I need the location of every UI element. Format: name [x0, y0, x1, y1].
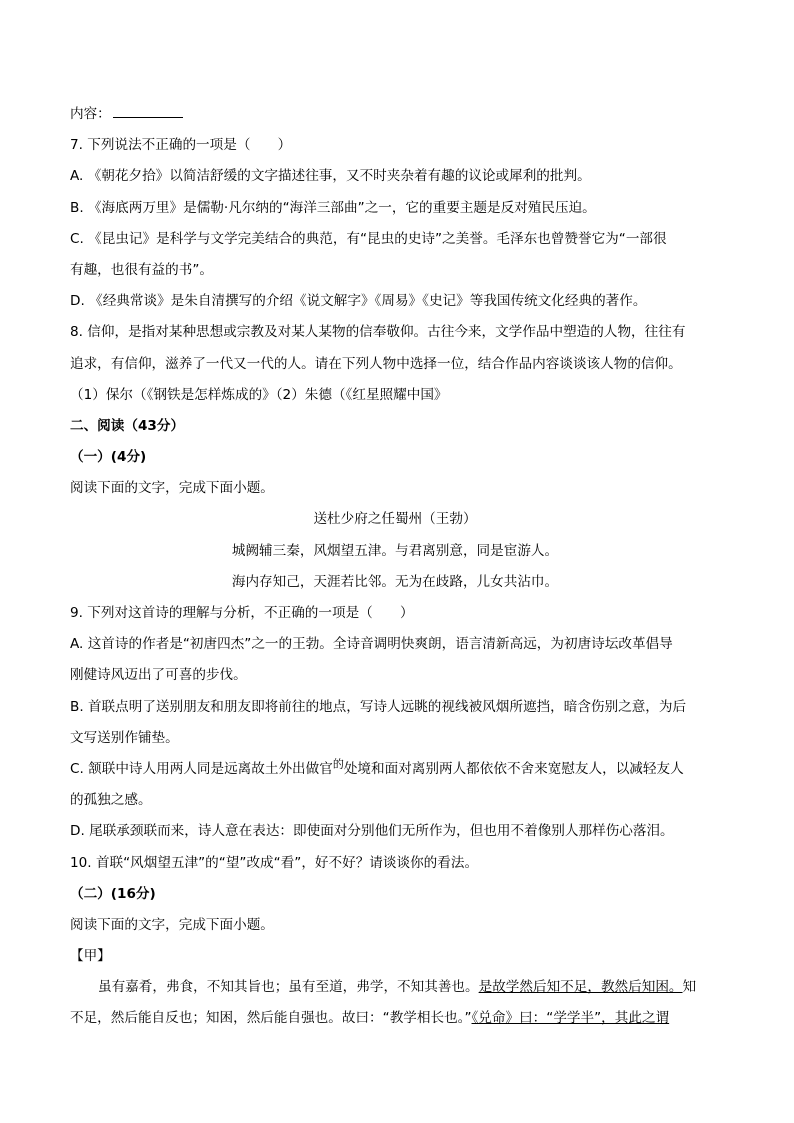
q7-option-d: D. 《经典常谈》是朱自清撰写的介绍《说文解字》《周易》《史记》等我国传统文化经典的著作。: [70, 293, 647, 310]
answer-blank[interactable]: [113, 105, 183, 118]
question-8-choices: （1）保尔（《钢铁是怎样炼成的》（2）朱德（《红星照耀中国》: [70, 386, 448, 403]
poem-line-2: 海内存知己，天涯若比邻。无为在歧路，儿女共沾巾。: [231, 573, 559, 590]
passage-jia-line2: [70, 1003, 720, 1034]
underlined-sentence: 是故学然后知不足，教然后知困。: [478, 979, 683, 996]
document-page: [70, 99, 720, 1035]
question-8-line2: 追求，有信仰，滋养了一代又一代的人。请在下列人物中选择一位，结合作品内容谈谈该人物的信仰。: [70, 355, 682, 372]
question-7-stem: 7. 下列说法不正确的一项是（ ）: [70, 137, 292, 154]
q7-option-c: C. 《昆虫记》是科学与文学完美结合的典范，有“昆虫的史诗”之美誉。毛泽东也曾赞誉它为“一部很: [70, 230, 667, 247]
passage-jia-line1: [70, 972, 720, 1003]
passage-text: 不足，然后能自反也；知困，然后能自强也。故曰：“教学相长也。”: [70, 1010, 472, 1027]
q9-option-a: A. 这首诗的作者是“初唐四杰”之一的王勃。全诗音调明快爽朗，语言清新高远，为初唐诗坛改革倡导: [70, 636, 673, 653]
content-answer-line: [70, 99, 720, 130]
section-2-title: 二、阅读（43分）: [70, 417, 185, 434]
poem-title: 送杜少府之任蜀州（王勃）: [313, 511, 477, 528]
question-9-stem: 9. 下列对这首诗的理解与分析，不正确的一项是（ ）: [70, 605, 414, 621]
passage-text: 虽有嘉肴，弗食，不知其旨也；虽有至道，弗学，不知其善也。: [98, 979, 479, 996]
passage-jia-label: 【甲】: [70, 948, 111, 965]
part-2-title: （二）(16分): [70, 885, 156, 902]
q9-option-c: [70, 754, 720, 785]
q7-option-b: B. 《海底两万里》是儒勒·凡尔纳的“海洋三部曲”之一，它的重要主题是反对殖民压迫。: [70, 199, 596, 216]
passage-text: 知: [682, 979, 697, 996]
question-10: 10. 首联“风烟望五津”的“望”改成“看”，好不好？请谈谈你的看法。: [70, 854, 479, 871]
content-label: 内容：: [70, 106, 111, 122]
q9-c-text: C. 颔联中诗人用两人同是远离故土外出做官: [70, 760, 333, 777]
underlined-sentence: 《兑命》曰：“学学半”，其此之谓: [471, 1010, 670, 1027]
poem-line-1: 城阙辅三秦，风烟望五津。与君离别意，同是宦游人。: [231, 542, 559, 559]
q7-option-a: A. 《朝花夕拾》以简洁舒缓的文字描述往事，又不时夹杂着有趣的议论或犀利的批判。: [70, 168, 591, 185]
part-2-instruction: 阅读下面的文字，完成下面小题。: [70, 916, 274, 933]
part-1-instruction: 阅读下面的文字，完成下面小题。: [70, 480, 274, 497]
part-1-title: （一）(4分): [70, 449, 147, 466]
q9-option-b: B. 首联点明了送别朋友和朋友即将前往的地点，写诗人远眺的视线被风烟所遮挡，暗含伤别之意，为后: [70, 698, 687, 715]
q7-option-c-cont: 有趣，也很有益的书”。: [70, 261, 213, 278]
q9-option-c-cont: 的孤独之感。: [70, 792, 152, 809]
question-8-line1: 8. 信仰，是指对某种思想或宗教及对某人某物的信奉敬仰。古往今来，文学作品中塑造的人物，往往有: [70, 324, 686, 341]
q9-c-superscript: 的: [332, 757, 344, 771]
q9-option-d: D. 尾联承颈联而来，诗人意在表达：即使面对分别他们无所作为，但也用不着像别人那样伤心落泪。: [70, 823, 674, 840]
q9-option-b-cont: 文写送别作铺垫。: [70, 729, 179, 746]
q9-option-a-cont: 刚健诗风迈出了可喜的步伐。: [70, 667, 247, 684]
q9-c-text-2: 处境和面对离别两人都依依不舍来宽慰友人，以减轻友人: [343, 760, 684, 777]
